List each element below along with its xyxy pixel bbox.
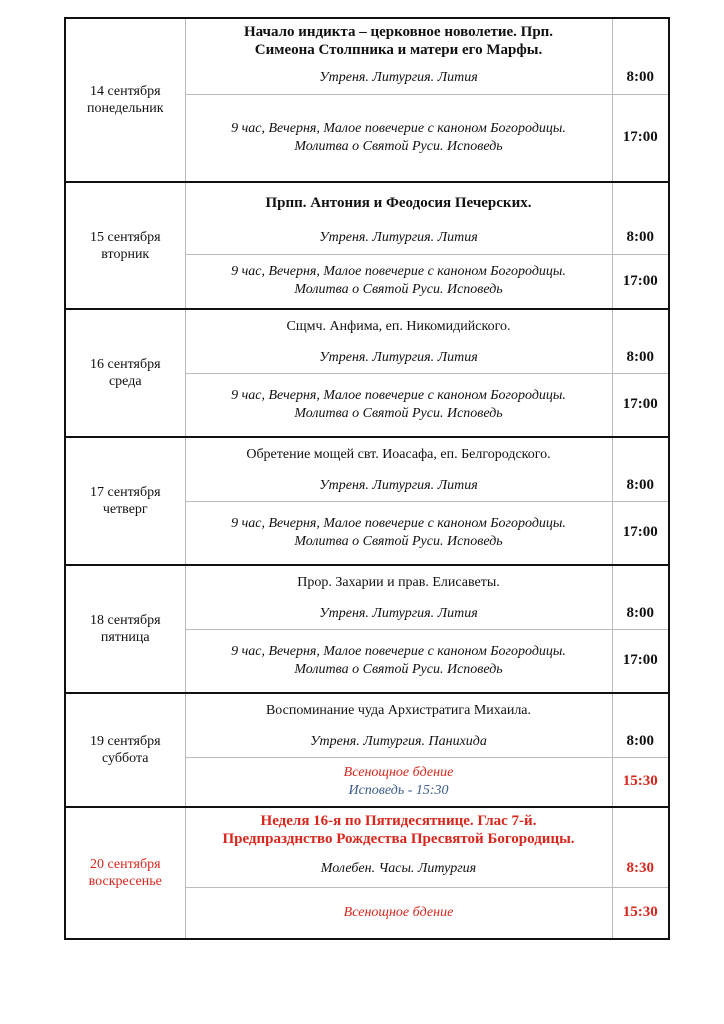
time-cell-empty: [612, 565, 669, 599]
date-cell: [65, 693, 185, 807]
evening-time: 15:30: [612, 757, 669, 807]
weekday-label: четверг: [102, 502, 148, 517]
morning-service: Утреня. Литургия. Лития: [185, 343, 612, 373]
morning-service: Утреня. Литургия. Панихида: [185, 727, 612, 757]
evening-line: Молитва о Святой Руси. Исповедь: [294, 405, 503, 421]
date-label: 15 сентября: [89, 229, 161, 245]
weekday-label: среда: [108, 374, 142, 389]
feast-title: [185, 18, 612, 62]
evening-line: 9 час, Вечерня, Малое повечерие с каноном Богородицы.: [231, 643, 566, 659]
feast-line: Симеона Столпника и матери его Марфы.: [254, 41, 543, 58]
weekday-label: понедельник: [86, 101, 164, 116]
date-cell: [65, 565, 185, 693]
day-block-18: [65, 565, 669, 693]
evening-line: Молитва о Святой Руси. Исповедь: [294, 282, 503, 298]
morning-service: Утреня. Литургия. Лития: [185, 62, 612, 94]
date-label: 14 сентября: [89, 84, 161, 99]
evening-time: 17:00: [612, 254, 669, 309]
feast-line: Начало индикта – церковное новолетие. Прп.: [243, 23, 554, 40]
morning-time: 8:00: [626, 69, 654, 86]
time-cell-empty: [612, 437, 669, 471]
confession-label: Исповедь - 15:30: [348, 782, 449, 798]
weekday-label: вторник: [101, 246, 150, 262]
date-label: 19 сентября: [89, 734, 161, 749]
evening-time: 17:00: [612, 94, 669, 182]
day-block-20: [65, 807, 669, 939]
feast-line: Предпразднство Рождества Пресвятой Богородицы.: [222, 830, 575, 847]
evening-time: 17:00: [612, 629, 669, 693]
vigil-label: Всенощное бдение: [343, 764, 454, 780]
date-label: 20 сентября: [89, 857, 161, 872]
service-schedule-table: [64, 17, 670, 940]
day-block-14: [65, 18, 669, 182]
date-cell: [65, 437, 185, 565]
evening-line: 9 час, Вечерня, Малое повечерие с каноном Богородицы.: [231, 264, 566, 280]
time-cell-empty: [612, 693, 669, 727]
morning-service: Утреня. Литургия. Лития: [185, 599, 612, 629]
evening-line: 9 час, Вечерня, Малое повечерие с каноном Богородицы.: [231, 515, 566, 531]
date-cell: [65, 18, 185, 182]
evening-service: [185, 501, 612, 565]
weekday-label: воскресенье: [88, 874, 162, 889]
morning-service: Утреня. Литургия. Лития: [185, 222, 612, 254]
day-block-15: [65, 182, 669, 309]
day-block-19: [65, 693, 669, 807]
evening-line: Молитва о Святой Руси. Исповедь: [294, 533, 503, 549]
feast-title: Воспоминание чуда Архистратига Михаила.: [185, 693, 612, 727]
evening-time: 15:30: [612, 887, 669, 939]
evening-service: [185, 254, 612, 309]
date-cell: [65, 807, 185, 939]
feast-title: Сщмч. Анфима, еп. Никомидийского.: [185, 309, 612, 343]
feast-title: Прор. Захарии и прав. Елисаветы.: [185, 565, 612, 599]
weekday-label: суббота: [102, 751, 149, 766]
feast-title: Прпп. Антония и Феодосия Печерских.: [185, 182, 612, 222]
evening-time: 17:00: [612, 501, 669, 565]
day-block-17: [65, 437, 669, 565]
time-cell-empty: [612, 309, 669, 343]
evening-service: [185, 94, 612, 182]
evening-service: Всенощное бдение: [185, 887, 612, 939]
morning-service: Молебен. Часы. Литургия: [185, 851, 612, 887]
evening-line: Молитва о Святой Руси. Исповедь: [294, 661, 503, 677]
evening-service: [185, 629, 612, 693]
evening-line: Молитва о Святой Руси. Исповедь: [294, 138, 503, 154]
evening-time: 17:00: [612, 373, 669, 437]
morning-time: 8:00: [626, 733, 654, 750]
evening-service: [185, 757, 612, 807]
date-label: 18 сентября: [89, 613, 161, 628]
morning-time: 8:00: [626, 605, 654, 622]
feast-title: Обретение мощей свт. Иоасафа, еп. Белгородского.: [185, 437, 612, 471]
evening-line: 9 час, Вечерня, Малое повечерие с каноном Богородицы.: [231, 387, 566, 403]
feast-line: Неделя 16-я по Пятидесятнице. Глас 7-й.: [260, 812, 537, 829]
morning-time: 8:00: [626, 349, 654, 366]
date-cell: [65, 182, 185, 309]
date-label: 17 сентября: [89, 485, 161, 500]
time-cell-empty: [612, 182, 669, 222]
weekday-label: пятница: [100, 630, 150, 645]
morning-service: Утреня. Литургия. Лития: [185, 471, 612, 501]
date-cell: [65, 309, 185, 437]
time-cell-empty: [612, 807, 669, 851]
date-label: 16 сентября: [89, 357, 161, 372]
day-block-16: [65, 309, 669, 437]
morning-time: 8:00: [626, 229, 654, 246]
morning-time: 8:30: [626, 860, 654, 877]
feast-title: [185, 807, 612, 851]
morning-time: 8:00: [626, 477, 654, 494]
evening-service: [185, 373, 612, 437]
evening-line: 9 час, Вечерня, Малое повечерие с каноном Богородицы.: [231, 120, 566, 136]
time-cell-empty: [612, 18, 669, 62]
